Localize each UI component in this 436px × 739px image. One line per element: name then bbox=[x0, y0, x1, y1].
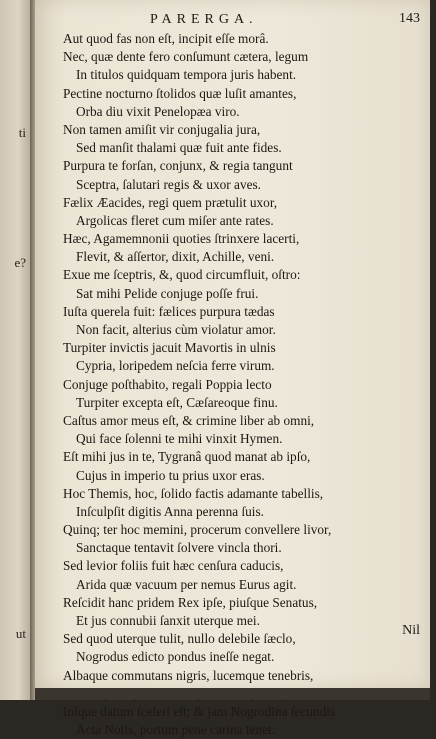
verse-line: Iuſta querela fuit: fælices purpura tædas bbox=[63, 303, 275, 319]
verse-line: Sceptra, ſalutari regis & uxor aves. bbox=[76, 176, 261, 192]
verse-line: Sat mihi Pelide conjuge poſſe frui. bbox=[76, 285, 259, 301]
page-header bbox=[35, 12, 430, 30]
catchword: Nil bbox=[402, 623, 420, 638]
facing-page-text-fragment: e? bbox=[14, 255, 26, 270]
verse-line: Aut quod fas non eſt, incipit eſſe morâ. bbox=[63, 31, 269, 46]
verse-line: Acta Notis, portum pene carina tenet. bbox=[76, 722, 276, 738]
verse-line: Pectine nocturno ſtolidos quæ luſit amantes, bbox=[63, 85, 297, 101]
verse-line: Inſculpſit digitis Anna perenna ſuis. bbox=[76, 503, 264, 519]
verse-line: Turpiter excepta eſt, Cæſareoque finu. bbox=[76, 394, 278, 410]
verse-line: Hoc Themis, hoc, ſolido factis adamante tabellis, bbox=[63, 485, 324, 501]
verse-line: Argolicas fleret cum miſer ante rates. bbox=[76, 212, 274, 228]
page-bottom-shadow bbox=[35, 688, 430, 700]
verse-line: Cujus in imperio tu prius uxor eras. bbox=[76, 467, 265, 483]
verse-line: Arida quæ vacuum per nemus Eurus agit. bbox=[76, 576, 297, 592]
verse-line: Inſque datum ſceleri eſt; & jam Nogrodina ſecundis bbox=[63, 703, 336, 719]
facing-page-edge bbox=[0, 0, 30, 700]
running-title: PARERGA. bbox=[150, 12, 258, 27]
verse-line: Exue me ſceptris, &, quod circumfluit, oſtro: bbox=[63, 267, 301, 283]
verse-line: Non facit, alterius cùm violatur amor. bbox=[76, 322, 276, 337]
page-number: 143 bbox=[399, 11, 420, 26]
book-page bbox=[35, 0, 430, 738]
verse-line: Conjuge poſthabito, regali Poppia lecto bbox=[63, 376, 272, 392]
verse-line: Sed quod uterque tulit, nullo delebile ſæclo, bbox=[63, 631, 296, 647]
verse-line: Reſcidit hanc pridem Rex ipſe, piuſque Senatus, bbox=[63, 594, 318, 610]
verse-line: Flevit, & aſſertor, dixit, Achille, veni. bbox=[76, 249, 275, 265]
verse-line: Quinq; ter hoc memini, procerum convellere livor, bbox=[63, 522, 332, 538]
verse-line: Caſtus amor meus eſt, & crimine liber ab omni, bbox=[63, 412, 315, 428]
verse-line: Orba diu vixit Penelopæa viro. bbox=[76, 103, 240, 119]
verse-line: Turpiter invictis jacuit Mavortis in ulnis bbox=[63, 340, 276, 356]
verse-line: Non tamen amiſit vir conjugalia jura, bbox=[63, 121, 261, 137]
verse-line: Nec, quæ dente fero conſumunt cætera, legum bbox=[63, 49, 309, 65]
verse-line: Eſt mihi jus in te, Tygranâ quod manat ab ipſo, bbox=[63, 449, 311, 465]
verse-line: Fælix Æacides, regi quem prætulit uxor, bbox=[63, 194, 278, 210]
verse-line: Sanctaque tentavit ſolvere vincla thori. bbox=[76, 540, 282, 556]
verse-line: Purpura te forſan, conjunx, & regia tangunt bbox=[63, 158, 293, 174]
verse-line: Albaque commutans nigris, lucemque tenebris, bbox=[63, 667, 314, 683]
verse-line: Sed manſit thalami quæ fuit ante fides. bbox=[76, 140, 282, 156]
poem-text bbox=[63, 30, 422, 739]
verse-line: Cypria, loripedem neſcia ferre virum. bbox=[76, 358, 275, 374]
verse-line: Et jus connubii ſanxit uterque mei. bbox=[76, 613, 260, 628]
verse-line: Sed levior foliis fuit hæc cenſura caducis, bbox=[63, 558, 284, 574]
verse-line: Nogrodus edicto pondus ineſſe negat. bbox=[76, 649, 275, 665]
verse-line: In titulos quidquam tempora juris habent. bbox=[76, 67, 297, 83]
verse-line: Qui face ſolenni te mihi vinxit Hymen. bbox=[76, 431, 283, 447]
facing-page-text-fragment: ti bbox=[18, 125, 26, 140]
facing-page-text-fragment: ut bbox=[15, 626, 26, 641]
verse-line: Hæc, Agamemnonii quoties ſtrinxere lacerti, bbox=[63, 231, 300, 247]
